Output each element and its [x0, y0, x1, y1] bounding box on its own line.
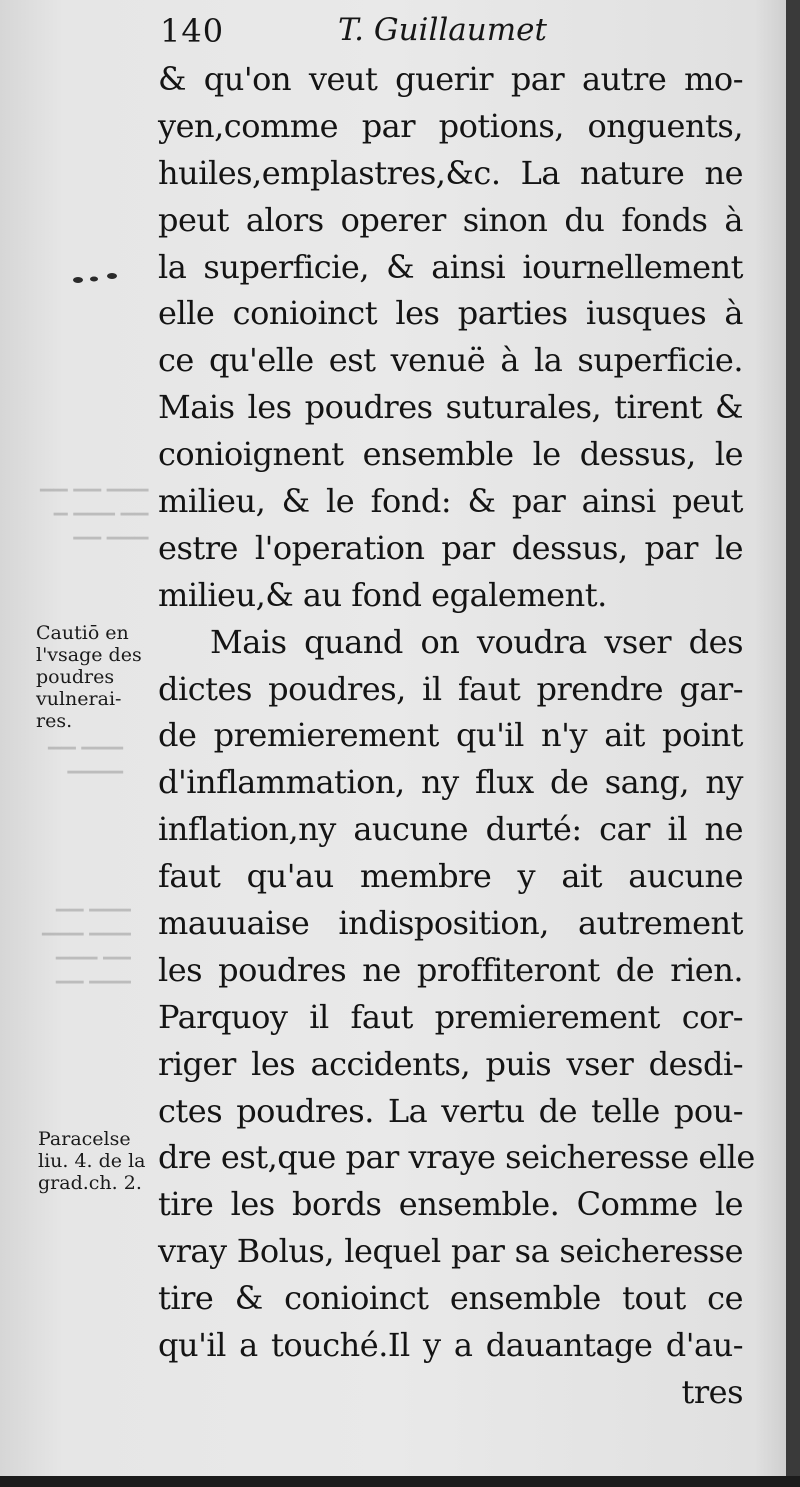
text-line: tire les bords ensemble. Comme le [158, 1185, 743, 1224]
show-through-text: ▁▁▁ ▁▁ ▁▁ ▁▁ ▁▁▁ ▁ ▁▁▁ ▁▁ [40, 471, 149, 540]
text-line: mauuaise indisposition, autrement [158, 904, 743, 943]
text-line: d'inflammation, ny flux de sang, ny [158, 763, 743, 802]
text-line: yen,comme par potions, onguents, [158, 106, 743, 145]
text-line: milieu,& au fond egalement. [158, 575, 607, 614]
text-line: inflation,ny aucune durté: car il ne [158, 810, 743, 849]
catchword: tres [681, 1372, 743, 1411]
text-line: conioignent ensemble le dessus, le [158, 435, 743, 474]
text-line: de premierement qu'il n'y ait point [158, 716, 743, 755]
margin-note [36, 622, 142, 732]
text-line: les poudres ne proffiteront de rien. [158, 950, 743, 989]
text-line: qu'il a touché.Il y a dauantage d'au- [158, 1326, 743, 1365]
text-line: Mais les poudres suturales, tirent & [158, 388, 743, 427]
text-line: peut alors operer sinon du fonds à [158, 200, 743, 239]
page-edge-shadow [0, 1476, 800, 1487]
text-line: la superficie, & ainsi iournellement [158, 247, 743, 286]
text-line: Parquoy il faut premierement cor- [158, 997, 743, 1036]
running-head: T. Guillaumet [338, 12, 547, 48]
text-line: faut qu'au membre y ait aucune [158, 857, 743, 896]
text-line: estre l'operation par dessus, par le [158, 528, 743, 567]
text-line: ce qu'elle est venuë à la superficie. [158, 341, 743, 380]
page-edge-shadow [786, 0, 800, 1487]
body-text [158, 56, 755, 1416]
margin-note-line: Cautiō en [36, 622, 129, 644]
text-line: milieu, & le fond: & par ainsi peut [158, 482, 743, 521]
margin-note-line: poudres [36, 666, 115, 688]
text-line: dictes poudres, il faut prendre gar- [158, 669, 743, 708]
margin-note-line: liu. 4. de la [38, 1150, 146, 1172]
page-number: 140 [160, 12, 225, 50]
text-line: ctes poudres. La vertu de telle pou- [158, 1091, 743, 1130]
margin-note-line: Paracelse [38, 1128, 131, 1150]
show-through-text: ▁▁▁ ▁▁ ▁▁▁ ▁▁▁ ▁▁ ▁▁▁ ▁▁▁ ▁▁ [42, 891, 131, 984]
margin-note-line: res. [36, 710, 73, 732]
margin-note-line: grad.ch. 2. [38, 1172, 142, 1194]
margin-note [38, 1128, 146, 1194]
ink-smudge [70, 270, 122, 286]
text-line: elle conioinct les parties iusques à [158, 294, 743, 333]
text-line: dre est,que par vraye seicheresse elle [158, 1138, 755, 1177]
text-line: tire & conioinct ensemble tout ce [158, 1279, 743, 1318]
text-line: vray Bolus, lequel par sa seicheresse [158, 1232, 743, 1271]
margin-note-line: l'vsage des [36, 644, 142, 666]
text-line: Mais quand on voudra vser des [210, 622, 743, 661]
text-line: riger les accidents, puis vser desdi- [158, 1044, 743, 1083]
page-header [160, 10, 740, 54]
margin-note-line: vulnerai- [36, 688, 122, 710]
text-line: & qu'on veut guerir par autre mo- [158, 60, 743, 98]
text-line: huiles,emplastres,&c. La nature ne [158, 153, 743, 192]
show-through-text: ▁▁▁ ▁▁ ▁▁▁▁ [48, 729, 123, 774]
